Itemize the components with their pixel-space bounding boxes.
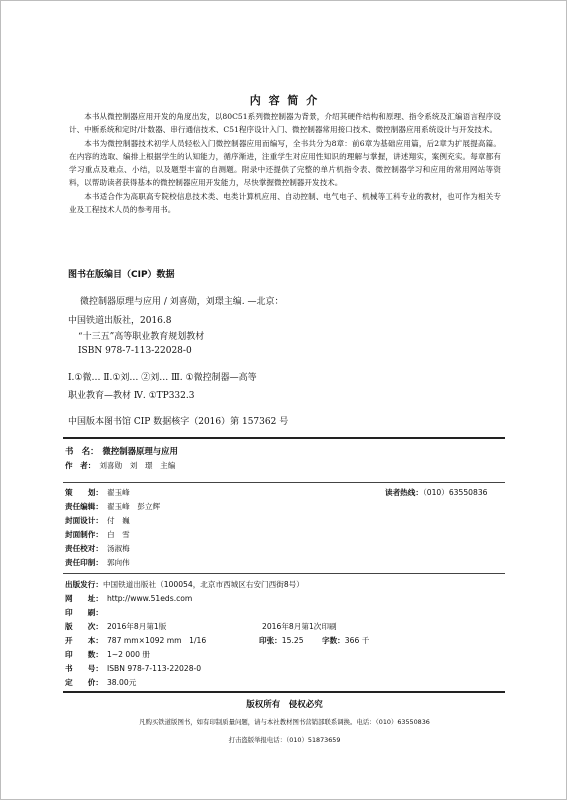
intro-paragraph: 本书适合作为高职高专院校信息技术类、电类计算机应用、自动控制、电气电子、机械等工科专业的教材，也可作为相关专业及工程技术人员的参考用书。 xyxy=(69,191,501,215)
print-manager-value: 郭向伟 xyxy=(106,558,130,567)
planner-label: 策 划： xyxy=(65,488,103,497)
editor-label: 责任编辑： xyxy=(65,502,103,511)
sheets-label: 印张： xyxy=(259,636,282,645)
divider xyxy=(63,573,505,574)
piracy-hotline: 打击盗版举报电话：（010）51873659 xyxy=(228,736,341,744)
cip-line: ISBN 978-7-113-22028-0 xyxy=(78,346,192,356)
cip-heading: 图书在版编目（CIP）数据 xyxy=(68,270,175,280)
words-field xyxy=(322,635,369,646)
format-row xyxy=(65,635,206,646)
divider xyxy=(63,691,505,693)
cip-line: “十三五”高等职业教育规划教材 xyxy=(78,332,205,342)
price-label: 定 价： xyxy=(65,678,103,687)
author-value: 刘喜勋 刘 璟 主编 xyxy=(99,461,176,470)
cover-make-label: 封面制作： xyxy=(65,530,103,539)
print-manager-row xyxy=(65,557,130,568)
proof-row xyxy=(65,543,130,554)
intro-text xyxy=(69,110,501,216)
hotline-label: 读者热线： xyxy=(385,488,423,497)
hotline-value: （010）63550836 xyxy=(422,488,488,497)
book-title-label: 书 名： xyxy=(65,446,99,456)
author-label: 作 者： xyxy=(65,461,96,470)
edition-label: 版 次： xyxy=(65,622,103,631)
intro-paragraph: 本书从微控制器应用开发的角度出发，以80C51系列微控制器为背景，介绍其硬件结构和原理、指令系统及汇编语言程序设计、中断系统和定时/计数器、串行通信技术、C51程序设计入门、微控制器常用接口技术、微控制器应用系统设计与开发技术。 xyxy=(69,112,501,135)
edition-row xyxy=(65,621,166,632)
book-title-row xyxy=(65,445,178,457)
print-manager-label: 责任印制： xyxy=(65,558,103,567)
website-value: http://www.51eds.com xyxy=(106,594,193,603)
cover-make-row xyxy=(65,529,130,540)
cip-line: 中国版本图书馆 CIP 数据核字（2016）第 157362 号 xyxy=(68,417,289,427)
editor-value: 翟玉峰 彭立辉 xyxy=(106,502,161,511)
divider xyxy=(63,482,505,483)
cip-line: 微控制器原理与应用 / 刘喜勋，刘璟主编. —北京： xyxy=(80,297,284,307)
sheets-value: 15.25 xyxy=(281,636,304,645)
proof-value: 汤淑梅 xyxy=(106,544,130,553)
intro-title: 内 容 简 介 xyxy=(249,94,320,107)
proof-label: 责任校对： xyxy=(65,544,103,553)
cip-line: 中国铁道出版社，2016.8 xyxy=(68,316,172,326)
rights-title: 版权所有 侵权必究 xyxy=(246,700,323,710)
intro-paragraph: 本书为微控制器技术初学人员轻松入门微控制器应用而编写，全书共分为8章：前6章为基础应用篇，后2章为扩展提高篇。在内容的选取、编排上根据学生的认知能力，循序渐进，注重学生对应用性知识的理解与掌握，讲述翔实，案例充实。每章都有学习重点及难点、小结，以及题型丰富的自测题。附录中还提供了完整的单片机指令表、微控制器学习和应用的常用网站等资料，以帮助读者获得基本的微控制器应用开发能力，尽快掌握微控制器开发技术。 xyxy=(69,138,501,188)
cover-make-value: 白 雪 xyxy=(106,530,130,539)
copies-label: 印 数： xyxy=(65,650,103,659)
cover-design-row xyxy=(65,515,130,526)
website-label: 网 址： xyxy=(65,594,103,603)
isbn-row xyxy=(65,663,201,674)
isbn-value: ISBN 978-7-113-22028-0 xyxy=(106,664,202,673)
planner-value: 翟玉峰 xyxy=(106,488,130,497)
publisher-row xyxy=(65,579,304,590)
divider xyxy=(63,437,505,439)
planner-row xyxy=(65,487,130,498)
printer-row xyxy=(65,607,107,618)
book-title-value: 微控制器原理与应用 xyxy=(102,446,178,456)
website-row xyxy=(65,593,192,604)
publisher-label: 出版发行： xyxy=(65,580,103,589)
format-label: 开 本： xyxy=(65,636,103,645)
cover-design-label: 封面设计： xyxy=(65,516,103,525)
quality-notice: 凡购买铁道版图书，如有印制质量问题，请与本社教材图书营销部联系调换。电话：（010）63550836 xyxy=(139,718,430,726)
cover-design-value: 付 巍 xyxy=(106,516,130,525)
edition-value: 2016年8月第1版 xyxy=(106,622,167,631)
words-value: 366 千 xyxy=(344,636,370,645)
sheets-field xyxy=(259,635,304,646)
book-author-row xyxy=(65,460,175,471)
printer-label: 印 刷： xyxy=(65,608,103,617)
printing-value: 2016年8月第1次印刷 xyxy=(262,622,337,631)
format-value: 787 mm×1092 mm 1/16 xyxy=(106,636,207,645)
copies-row xyxy=(65,649,150,660)
price-value: 38.00元 xyxy=(106,678,137,687)
publisher-value: 中国铁道出版社（100054，北京市西城区右安门西街8号） xyxy=(102,580,304,589)
copies-value: 1~2 000 册 xyxy=(106,650,150,659)
price-row xyxy=(65,677,136,688)
cip-line: Ⅰ.①微… Ⅱ.①刘… ②刘… Ⅲ. ①微控制器—高等 xyxy=(68,373,257,383)
words-label: 字数： xyxy=(322,636,345,645)
isbn-label: 书 号： xyxy=(65,664,103,673)
cip-line: 职业教育—教材 Ⅳ. ①TP332.3 xyxy=(68,391,195,401)
editor-row xyxy=(65,501,160,512)
hotline-field xyxy=(385,487,488,498)
